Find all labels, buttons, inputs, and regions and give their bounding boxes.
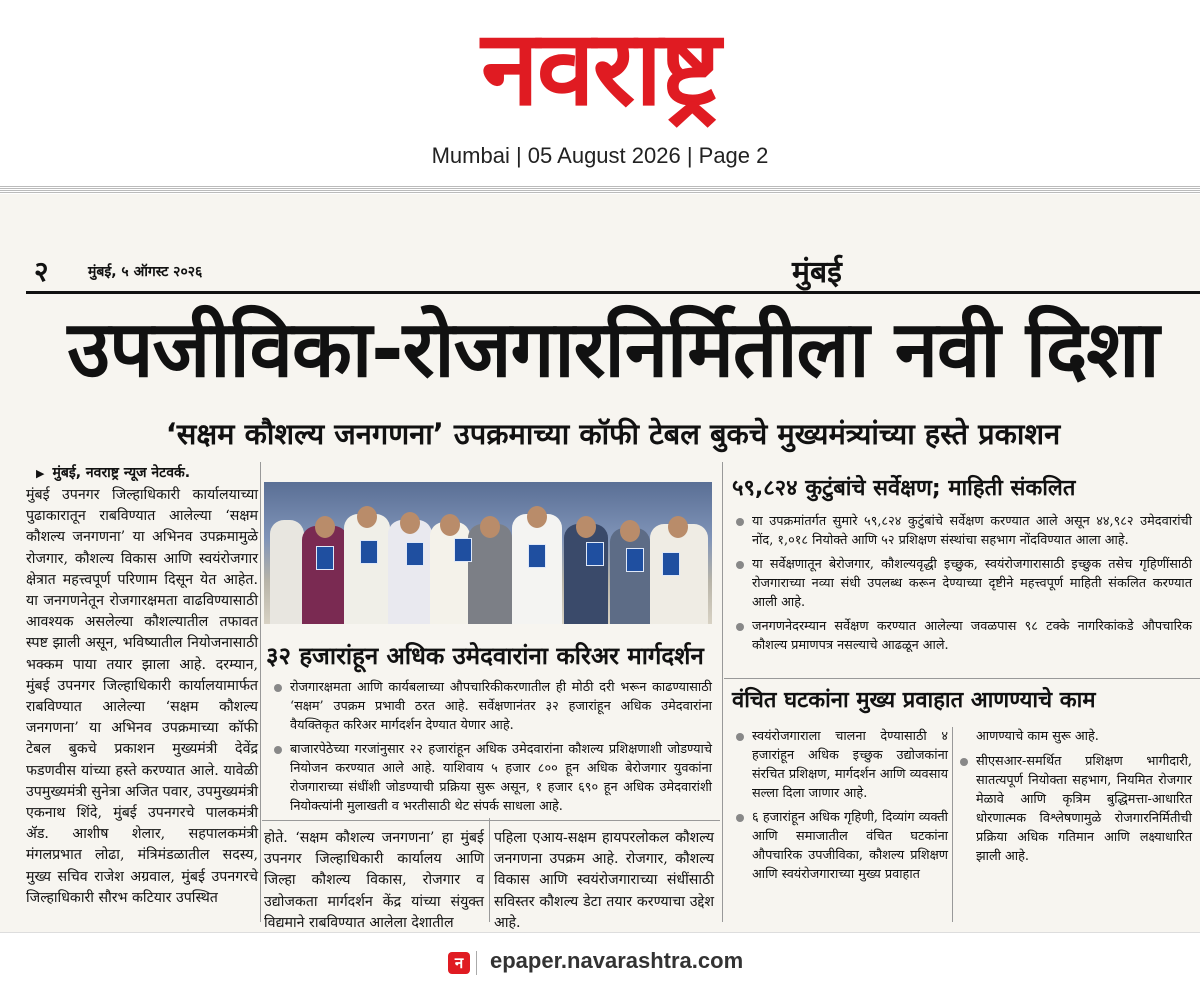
photo-book <box>626 548 644 572</box>
edition-line: Mumbai | 05 August 2026 | Page 2 <box>431 143 769 168</box>
play-arrow-icon: ▶ <box>36 467 45 480</box>
footer <box>0 932 1200 992</box>
footer-separator <box>476 951 477 975</box>
lead-column <box>26 462 258 909</box>
photo-person <box>302 526 348 624</box>
folio-rule <box>26 291 1200 294</box>
photo-head <box>400 512 420 534</box>
survey-bullet: जनगणनेदरम्यान सर्वेक्षण करण्यात आलेल्या जवळपास ९८ टक्के नागरिकांकडे औपचारिक कौशल्य प्रमाणपत्र नसल्याचे आढळून आले. <box>734 617 1192 655</box>
subheadline: ‘सक्षम कौशल्य जनगणना’ उपक्रमाच्या कॉफी टेबल बुकचे मुख्यमंत्र्यांच्या हस्ते प्रकाशन <box>165 417 1061 451</box>
career-bullet: बाजारपेठेच्या गरजांनुसार २२ हजारांहून अधिक उमेदवारांना कौशल्य प्रशिक्षणाशी जोडण्याचे नियोजन करण्यात आले आहे. याशिवाय ५ हजार ८०० हून अधिक बेरोजगार युवकांना रोजगाराच्या संधींशी जोडण्याची प्रक्रिया सुरू असून, १ हजार ६९० हून अधिक उमेदवारांशी नियोक्त्यांनी मुलाखती व भरतीसाठी थेट संपर्क साधला आहे. <box>272 740 712 816</box>
epaper-link[interactable]: epaper.navarashtra.com <box>490 948 744 973</box>
masthead <box>0 0 1200 190</box>
photo-person <box>468 524 512 624</box>
photo-head <box>357 506 377 528</box>
mainstream-bullet: ६ हजारांहून अधिक गृहिणी, दिव्यांग व्यक्ती आणि समाजातील वंचित घटकांना औपचारिक उपजीविका, कौशल्य प्रशिक्षण आणि स्वयंरोजगाराच्या मुख्य प्रवाहात <box>734 808 948 884</box>
photo-head <box>527 506 547 528</box>
photo-book <box>662 552 680 576</box>
mainstream-bullet-list-a <box>734 727 948 889</box>
photo-person <box>344 514 390 624</box>
survey-bullet-list <box>734 512 1192 660</box>
section-name: मुंबई <box>792 255 842 290</box>
mainstream-column-b <box>958 727 1192 871</box>
header-divider <box>0 186 1200 194</box>
column-divider <box>489 818 490 922</box>
photo-person <box>564 524 608 624</box>
continuation-column-2: पहिला एआय-सक्षम हायपरलोकल कौशल्य जनगणना उपक्रम आहे. रोजगार, कौशल्य विकास आणि स्वयंरोजगाराच्या संधींसाठी सविस्तर कौशल्य डेटा तयार करण्याचा उद्देश आहे. <box>494 830 714 931</box>
navarashtra-app-icon: न <box>448 952 470 974</box>
lead-text: मुंबई उपनगर जिल्हाधिकारी कार्यालयाच्या पुढाकारातून राबविण्यात आलेल्या ‘सक्षम कौशल्य जनगणना’ या अभिनव उपक्रमामुळे रोजगार, कौशल्य विकास आणि स्वयंरोजगार क्षेत्रात महत्त्वपूर्ण परिणाम दिसून येत आहेत. या जनगणनेतून रोजगारक्षमता वाढविण्यासाठी आवश्यक असलेल्या कौशल्यातील तफावत स्पष्ट झाली असून, भविष्यातील नियोजनासाठी भक्कम पाया तयार झाला आहे. दरम्यान, मुंबई उपनगर जिल्हाधिकारी कार्यालयामार्फत राबविण्यात आलेल्या ‘सक्षम कौशल्य जनगणना’ या अभिनव उपक्रमाच्या कॉफी टेबल बुकचे प्रकाशन मुख्यमंत्री देवेंद्र फडणवीस यांच्या हस्ते करण्यात आले. यावेळी उपमुख्यमंत्री सुनेत्रा अजित पवार, उपमुख्यमंत्री एकनाथ शिंदे, मुंबई उपनगरचे पालकमंत्री ॲड. आशीष शेलार, सहपालकमंत्री मंगलप्रभात लोढा, मंत्रिमंडळातील सदस्य, मुख्य सचिव राजेश अग्रवाल, मुंबई उपनगरचे जिल्हाधिकारी सौरभ कटियार उपस्थित <box>26 487 258 906</box>
section-divider <box>262 820 720 821</box>
photo-person <box>388 520 432 624</box>
article-dateline <box>26 462 258 485</box>
dateline-text: मुंबई, नवराष्ट्र न्यूज नेटवर्क. <box>52 465 191 481</box>
career-bullet: रोजगारक्षमता आणि कार्यबलाच्या औपचारिकीकरणातील ही मोठी दरी भरून काढण्यासाठी ‘सक्षम’ उपक्रम प्रभावी ठरत आहे. सर्वेक्षणानंतर ३२ हजारांहून अधिक उमेदवारांना वैयक्तिकृत करिअर मार्गदर्शन देण्यात येणार आहे. <box>272 678 712 735</box>
photo-book <box>586 542 604 566</box>
mainstream-bullet-list-b <box>958 752 1192 866</box>
photo-head <box>315 516 335 538</box>
newspaper-page <box>0 194 1200 932</box>
mainstream-bullet: स्वयंरोजगाराला चालना देण्यासाठी ४ हजारांहून अधिक इच्छुक उद्योजकांना संरचित प्रशिक्षण, मार्गदर्शन आणि व्यवसाय सल्ला दिला जाणार आहे. <box>734 727 948 803</box>
photo-book <box>406 542 424 566</box>
career-bullet-list <box>272 678 712 821</box>
navarashtra-logo: नवराष्ट्र <box>481 7 719 129</box>
photo-head <box>480 516 500 538</box>
photo-head <box>668 516 688 538</box>
continuation-column-1: होते. ‘सक्षम कौशल्य जनगणना’ हा मुंबई उपनगर जिल्हाधिकारी कार्यालय आणि जिल्हा कौशल्य विकास, रोजगार व उद्योजकता मार्गदर्शन केंद्र यांच्या संयुक्त विद्यमाने राबविण्यात आलेला देशातील <box>264 830 484 931</box>
section-divider <box>724 678 1200 679</box>
survey-heading: ५९,८२४ कुटुंबांचे सर्वेक्षण; माहिती संकलित <box>732 476 1076 501</box>
column-divider <box>952 727 953 922</box>
column-divider <box>722 462 723 922</box>
photo-head <box>620 520 640 542</box>
mainstream-bullet: सीएसआर-समर्थित प्रशिक्षण भागीदारी, सातत्यपूर्ण नियोक्ता सहभाग, नियमित रोजगार मेळावे आणि कृत्रिम बुद्धिमत्ता-आधारित धोरणात्मक विश्लेषणामुळे रोजगारनिर्मितीची प्रक्रिया अधिक गतिमान आणि लक्ष्याधारित झाली आहे. <box>958 752 1192 866</box>
page-number: २ <box>34 255 49 288</box>
photo-book <box>454 538 472 562</box>
photo-book <box>316 546 334 570</box>
survey-bullet: या उपक्रमांतर्गत सुमारे ५९,८२४ कुटुंबांचे सर्वेक्षण करण्यात आले असून ४४,९८२ उमेदवारांची नोंद, १,०१८ नियोक्ते आणि ५२ प्रशिक्षण संस्थांचा सहभाग नोंदविण्यात आला आहे. <box>734 512 1192 550</box>
photo-person <box>512 514 562 624</box>
headline: उपजीविका-रोजगारनिर्मितीला नवी दिशा <box>67 305 1159 395</box>
photo-person <box>610 528 650 624</box>
photo-head <box>576 516 596 538</box>
mainstream-continuation: आणण्याचे काम सुरू आहे. <box>976 729 1099 744</box>
photo-person <box>270 520 304 624</box>
photo-book <box>360 540 378 564</box>
folio-dateline: मुंबई, ५ ऑगस्ट २०२६ <box>88 264 203 280</box>
event-photo <box>264 482 712 624</box>
column-divider <box>260 462 261 922</box>
survey-bullet: या सर्वेक्षणातून बेरोजगार, कौशल्यवृद्धी इच्छुक, स्वयंरोजगारासाठी इच्छुक तसेच गृहिणींसाठी रोजगाराच्या नव्या संधी उपलब्ध करून देण्याच्या दृष्टीने महत्त्वपूर्ण माहिती संकलित करण्यात आली आहे. <box>734 555 1192 612</box>
photo-book <box>528 544 546 568</box>
career-box-heading: ३२ हजारांहून अधिक उमेदवारांना करिअर मार्गदर्शन <box>266 642 704 670</box>
mainstream-heading: वंचित घटकांना मुख्य प्रवाहात आणण्याचे काम <box>732 688 1096 713</box>
photo-head <box>440 514 460 536</box>
